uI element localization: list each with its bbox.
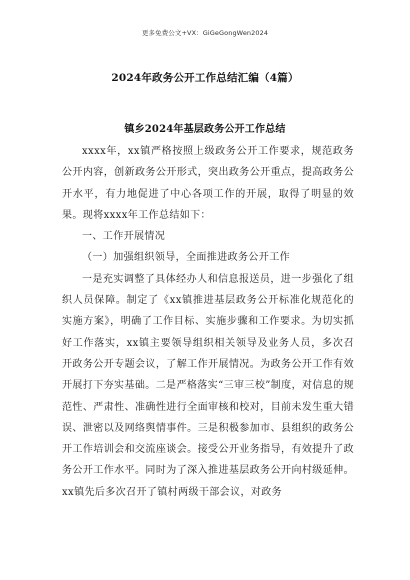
intro-paragraph: xxxx年，xx镇严格按照上级政务公开工作要求，规范政务公开内容，创新政务公开形式，突出政务公开重点，提高政务公开水平，有力地促进了中心各项工作的开展，取得了明显的效果。现将xxxx年工作总结如下： <box>62 146 354 221</box>
section-heading: 一、工作开展情况 <box>82 231 166 243</box>
subsection-heading: （一）加强组织领导，全面推进政务公开工作 <box>82 252 290 264</box>
document-subtitle: 镇乡2024年基层政务公开工作总结 <box>124 124 286 135</box>
document-title: 2024年政务公开工作总结汇编（4篇） <box>111 72 299 84</box>
body-paragraph: 一是充实调整了具体经办人和信息报送员，进一步强化了组织人员保障。制定了《xx镇推进基层政务公开标准化规范化的实施方案》，明确了工作目标、实施步骤和工作要求。为切实抓好工作落实，xx镇主要领导组织相关领导及业务人员，多次召开政务公开专题会议，了解工作开展情况。为政务公开工作有效开展打下夯实基础。二是严格落实“三审三校”制度，对信息的规范性、严肃性、准确性进行全面审核和校对，目前未发生重大错误、泄密以及网络舆情事件。三是积极参加市、县组织的政务公开工作培训会和交流座谈会。接受公开业务指导，有效提升了政务公开工作水平。同时为了深入推进基层政务公开向村级延伸。xx镇先后多次召开了镇村两级干部会议，对政务 <box>62 273 354 498</box>
document-body <box>62 141 354 503</box>
header-watermark: 更多免费公文+VX：GiGeGongWen2024 <box>141 29 269 37</box>
